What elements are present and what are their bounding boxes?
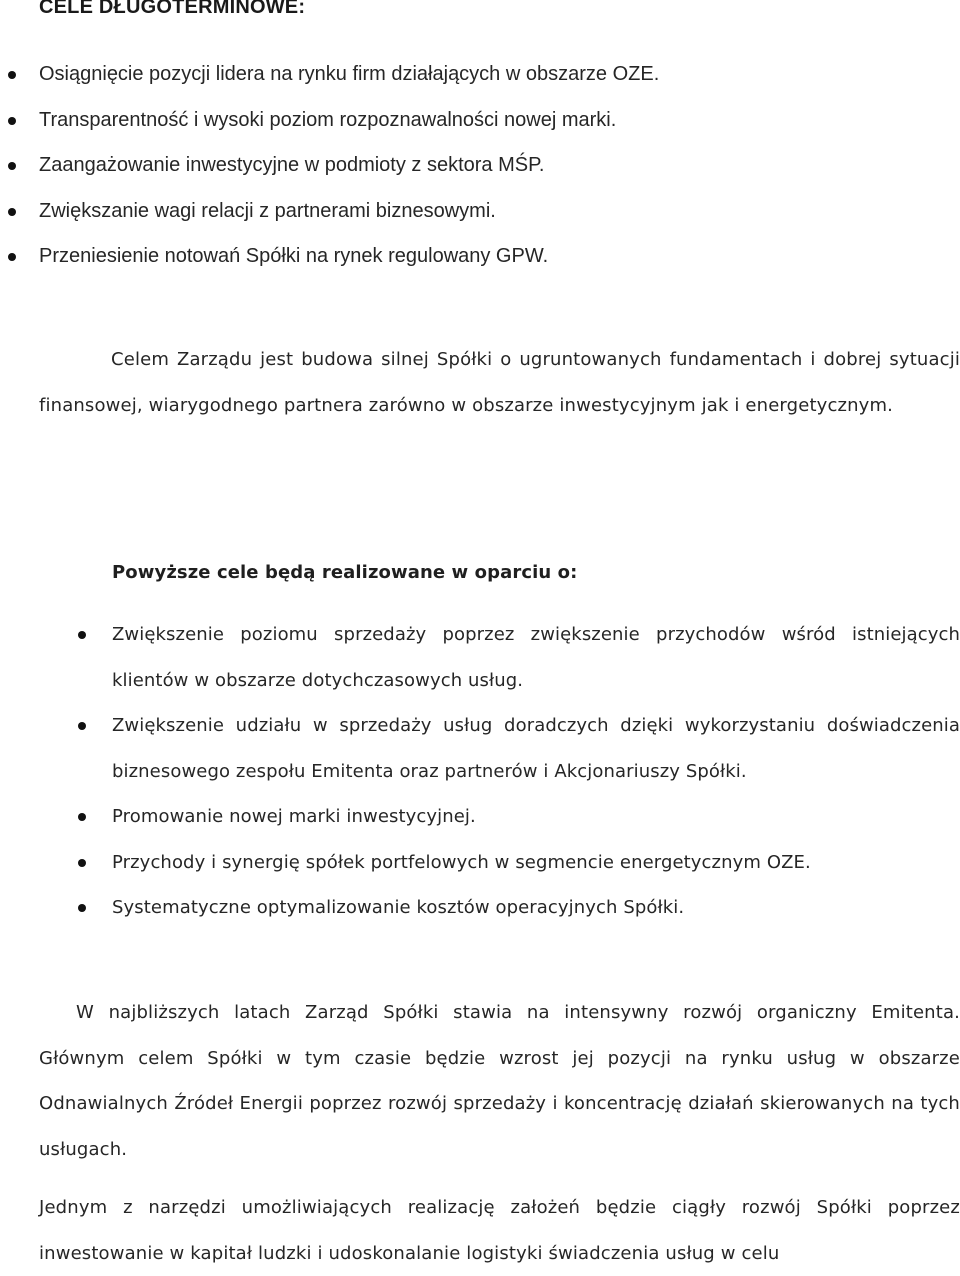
long-term-goals-list: [0, 52, 659, 280]
bullet-icon: [8, 117, 16, 125]
section-heading: CELE DŁUGOTERMINOWE:: [39, 0, 306, 18]
list-item: [0, 143, 659, 189]
list-item: [112, 612, 960, 703]
bullet-icon: [8, 208, 16, 216]
list-item-text: Systematyczne optymalizowanie kosztów operacyjnych Spółki.: [112, 897, 685, 918]
list-item-text: Promowanie nowej marki inwestycyjnej.: [112, 806, 476, 827]
list-item: [0, 234, 659, 280]
organic-growth-paragraph: W najbliższych latach Zarząd Spółki stawia na intensywny rozwój organiczny Emitenta. Głównym celem Spółki w tym czasie będzie wzrost jej pozycji na rynku usług w obszarze Odnawialnych Źródeł Energii poprzez rozwój sprzedaży i koncentrację działań skierowanych na tych usługach.: [39, 1002, 960, 1160]
list-item-text: Przychody i synergię spółek portfelowych w segmencie energetycznym OZE.: [112, 851, 811, 873]
list-item: [112, 840, 960, 886]
bullet-icon: [8, 162, 16, 170]
list-item: [0, 52, 659, 98]
human-capital-paragraph: Jednym z narzędzi umożliwiających realizację założeń będzie ciągły rozwój Spółki poprzez inwestowanie w kapitał ludzki i udoskonalanie logistyki świadczenia usług w celu: [39, 1197, 960, 1264]
bullet-icon: [78, 722, 86, 730]
list-item-text: Zwiększenie poziomu sprzedaży poprzez zwiększenie przychodów wśród istniejących klientów w obszarze dotychczasowych usług.: [112, 624, 960, 691]
management-goal-paragraph: Celem Zarządu jest budowa silnej Spółki o ugruntowanych fundamentach i dobrej sytuacji finansowej, wiarygodnego partnera zarówno w obszarze inwestycyjnym jak i energetycznym.: [39, 349, 960, 416]
bullet-icon: [8, 71, 16, 79]
implementation-list: [112, 612, 960, 931]
bullet-icon: [78, 631, 86, 639]
list-item-text: Zwiększenie udziału w sprzedaży usług doradczych dzięki wykorzystaniu doświadczenia biznesowego zespołu Emitenta oraz partnerów i Akcjonariuszy Spółki.: [112, 715, 960, 782]
implementation-subheading: Powyższe cele będą realizowane w oparciu o:: [112, 562, 578, 583]
list-item: [0, 98, 659, 144]
list-item-text: Osiągnięcie pozycji lidera na rynku firm działających w obszarze OZE.: [39, 63, 660, 85]
list-item-text: Przeniesienie notowań Spółki na rynek regulowany GPW.: [39, 245, 549, 267]
list-item: [112, 794, 960, 840]
bullet-icon: [8, 253, 16, 261]
bullet-icon: [78, 813, 86, 821]
bullet-icon: [78, 859, 86, 867]
list-item: [112, 885, 960, 931]
list-item: [0, 189, 659, 235]
list-item-text: Zaangażowanie inwestycyjne w podmioty z sektora MŚP.: [39, 154, 545, 176]
list-item-text: Zwiększanie wagi relacji z partnerami biznesowymi.: [39, 199, 496, 222]
list-item-text: Transparentność i wysoki poziom rozpoznawalności nowej marki.: [39, 108, 617, 131]
list-item: [112, 703, 960, 794]
bullet-icon: [78, 904, 86, 912]
